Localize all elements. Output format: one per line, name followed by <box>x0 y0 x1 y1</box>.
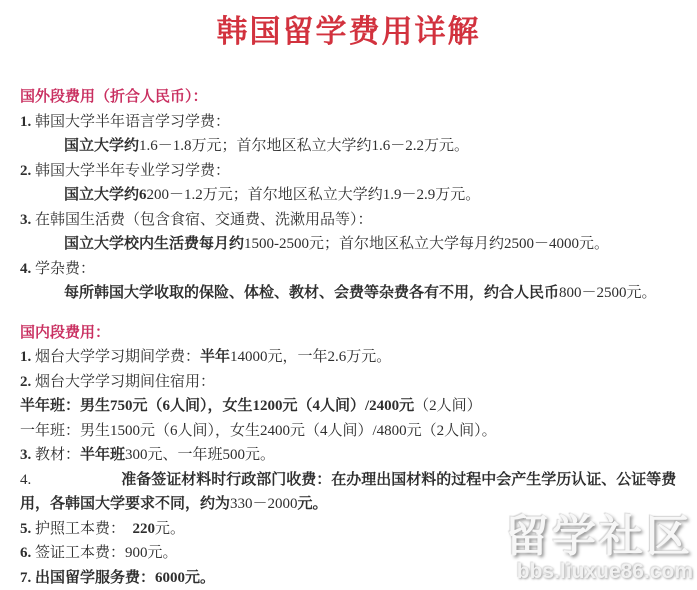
text-line <box>20 345 677 370</box>
text-segment: 半年班 <box>80 447 125 463</box>
article-body <box>0 85 697 590</box>
text-segment: 14000元，一年2.6万元。 <box>230 349 391 365</box>
text-line <box>20 183 677 208</box>
text-segment: 每所韩国大学收取的保险、体检、教材、会费等杂费各有不用，约合人民币 <box>64 285 559 301</box>
section-header: 国内段费用： <box>20 321 677 346</box>
page-title: 韩国留学费用详解 <box>0 0 697 51</box>
text-segment: 烟台大学学习期间住宿用： <box>35 374 215 390</box>
text-segment: 2. <box>20 163 35 179</box>
text-line <box>20 541 677 566</box>
section-overseas <box>20 85 677 306</box>
text-segment: 1. <box>20 349 35 365</box>
text-segment: 国立大学约 <box>64 138 139 154</box>
watermark-logo-text: 留学社区 <box>505 514 693 560</box>
section-domestic <box>20 321 677 590</box>
text-segment: 3. <box>20 212 35 228</box>
text-segment: 7. <box>20 570 35 586</box>
text-segment: 5. <box>20 521 35 537</box>
text-segment: 国立大学约6 <box>64 187 147 203</box>
text-segment: 国立大学校内生活费每月约 <box>64 236 244 252</box>
text-line <box>20 208 677 233</box>
text-line <box>20 419 677 444</box>
text-segment: 1. <box>20 114 35 130</box>
text-segment: 800－2500元。 <box>559 285 657 301</box>
text-line <box>20 232 677 257</box>
text-segment: 1500-2500元；首尔地区私立大学每月约2500－4000元。 <box>244 236 609 252</box>
text-line <box>20 468 677 517</box>
text-line <box>20 159 677 184</box>
text-segment: 元。 <box>155 521 185 537</box>
text-segment: 220 <box>133 521 156 537</box>
text-line <box>20 134 677 159</box>
text-segment: 4. <box>20 472 121 488</box>
text-segment: 韩国大学半年语言学习学费： <box>35 114 230 130</box>
text-segment: 330－2000 <box>230 496 298 512</box>
text-line <box>20 517 677 542</box>
text-segment: 教材： <box>35 447 80 463</box>
watermark-site-url: bbs.liuxue86.com <box>505 560 693 583</box>
text-segment: 元。 <box>298 496 328 512</box>
text-segment: 准备签证材料时行政部门收费：在办理出国材料的过程中会产生学历认证、公证等费用，各韩国大学要求不同，约为 <box>20 472 676 513</box>
text-segment: 签证工本费：900元。 <box>35 545 178 561</box>
text-segment: 4. <box>20 261 35 277</box>
text-segment: 300元、一年班500元。 <box>125 447 275 463</box>
text-segment: 护照工本费： <box>35 521 133 537</box>
text-segment: 在韩国生活费（包含食宿、交通费、洗漱用品等）： <box>35 212 373 228</box>
text-segment: 2. <box>20 374 35 390</box>
section-header: 国外段费用（折合人民币）： <box>20 85 677 110</box>
text-segment: 韩国大学半年专业学习学费： <box>35 163 230 179</box>
text-segment: 半年班：男生750元（6人间），女生1200元（4人间）/2400元 <box>20 398 414 414</box>
text-line <box>20 394 677 419</box>
section-lines <box>20 345 677 590</box>
text-segment: 出国留学服务费：6000元。 <box>35 570 215 586</box>
text-segment: 半年 <box>200 349 230 365</box>
text-segment: 6. <box>20 545 35 561</box>
text-line <box>20 110 677 135</box>
text-segment: （2人间） <box>414 398 482 414</box>
text-line <box>20 281 677 306</box>
text-line <box>20 370 677 395</box>
text-line <box>20 443 677 468</box>
text-segment: 1.6－1.8万元；首尔地区私立大学约1.6－2.2万元。 <box>139 138 469 154</box>
text-segment: 一年班：男生1500元（6人间），女生2400元（4人间）/4800元（2人间）。 <box>20 423 497 439</box>
text-segment: 200－1.2万元；首尔地区私立大学约1.9－2.9万元。 <box>147 187 481 203</box>
text-line <box>20 257 677 282</box>
text-segment: 3. <box>20 447 35 463</box>
text-line <box>20 566 677 590</box>
text-segment: 烟台大学学习期间学费： <box>35 349 200 365</box>
section-lines <box>20 110 677 306</box>
text-segment: 学杂费： <box>35 261 95 277</box>
